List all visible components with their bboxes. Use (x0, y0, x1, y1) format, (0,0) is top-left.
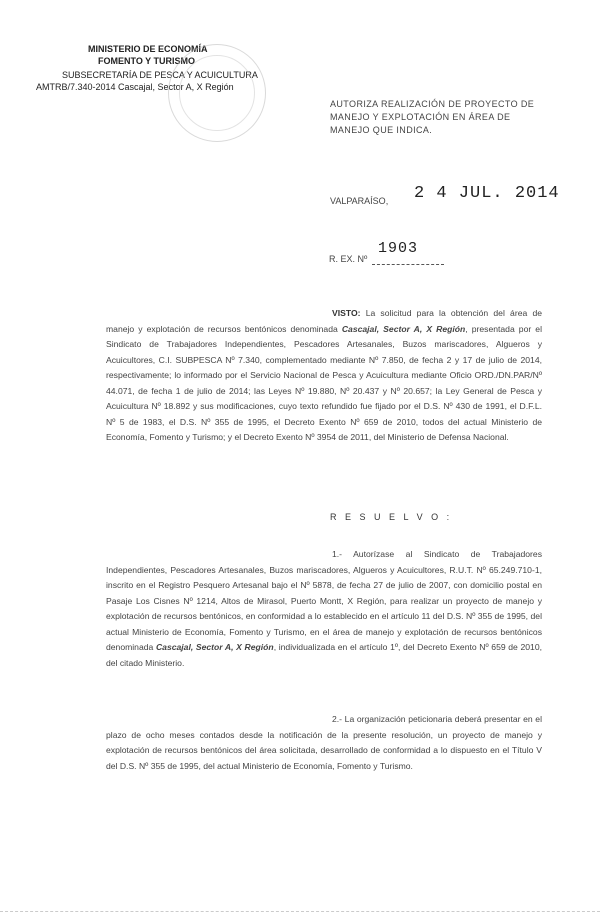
place-label: VALPARAÍSO, (330, 196, 389, 206)
article-1-text-b: , individualizada en el artículo 1º, del Decreto Exento Nº 659 de 2010, del citado Ministerio. (106, 642, 542, 668)
article-2 (106, 712, 542, 774)
article-1 (106, 547, 542, 671)
header-ministry: MINISTERIO DE ECONOMÍA (88, 44, 208, 54)
date-stamp: 2 4 JUL. 2014 (414, 184, 560, 203)
header-subsecretaria: SUBSECRETARÍA DE PESCA Y ACUICULTURA (62, 70, 258, 80)
footer-scan-line (0, 911, 600, 912)
document-title: AUTORIZA REALIZACIÓN DE PROYECTO DE MANEJO Y EXPLOTACIÓN EN ÁREA DE MANEJO QUE INDICA. (330, 99, 535, 135)
rex-number: 1903 (378, 240, 419, 257)
article-1-text-a: 1.- Autorízase al Sindicato de Trabajadores Independientes, Pescadores Artesanales, Buzos mariscadores, Algueros y Acuicultores, R.U.T. Nº 65.249.710-1, inscrito en el Registro Pesquero Artesanal bajo el Nº 5878, de fecha 27 de julio de 2007, con domicilio postal en Pasaje Los Cisnes Nº 1214, Altos de Mirasol, Puerto Montt, X Región, para realizar un proyecto de manejo y explotación de recursos bentónicos, en conformidad a lo establecido en el artículo 11 del D.S. Nº 355 de 1995, del actual Ministerio de Economía, Fomento y Turismo, en el área de manejo y explotación de recursos bentónicos denominada (106, 549, 542, 652)
visto-text-a: La solicitud para la obtención del área de manejo y explotación de recursos bentónicos denominada (106, 308, 542, 334)
article-1-area-name: Cascajal, Sector A, X Región (155, 642, 274, 652)
resuelvo-heading: R E S U E L V O : (330, 512, 453, 522)
header-ministry-sub: FOMENTO Y TURISMO (98, 56, 196, 66)
rex-underline (372, 264, 444, 265)
visto-text-b: , presentada por el Sindicato de Trabajadores Independientes, Pescadores Artesanales, Buzos mariscadores, Algueros y Acuicultores, C.I. SUBPESCA Nº 7.340, complementado mediante Nº 7.850, de fecha 2 y 17 de julio de 2014, respectivamente; lo informado por el Servicio Nacional de Pesca y Acuicultura mediante Oficio ORD./DN.PAR/Nº 44.071, de fecha 1 de julio de 2014; las Leyes Nº 19.880, Nº 20.437 y Nº 20.657; la Ley General de Pesca y Acuicultura Nº 18.892 y sus modificaciones, cuyo texto refundido fue fijado por el D.S. Nº 430 de 1991, el D.F.L. Nº 5 de 1983, el D.S. Nº 355 de 1995, el Decreto Exento Nº 659 de 2010, todos del actual Ministerio de Economía, Fomento y Turismo; y el Decreto Exento Nº 3954 de 2011, del Ministerio de Defensa Nacional. (106, 323, 542, 442)
official-seal-icon (168, 44, 266, 142)
rex-label: R. EX. Nº (329, 254, 368, 264)
header-reference: AMTRB/7.340-2014 Cascajal, Sector A, X Región (36, 82, 234, 92)
visto-paragraph (106, 306, 542, 446)
visto-label: VISTO: (332, 308, 361, 318)
article-2-text: 2.- La organización peticionaria deberá presentar en el plazo de ocho meses contados desde la notificación de la presente resolución, un proyecto de manejo y explotación de recursos bentónicos del área solicitada, desarrollado de conformidad a lo dispuesto en el Título V del D.S. Nº 355 de 1995, del actual Ministerio de Economía, Fomento y Turismo. (106, 714, 542, 771)
visto-area-name: Cascajal, Sector A, X Región (341, 323, 466, 334)
